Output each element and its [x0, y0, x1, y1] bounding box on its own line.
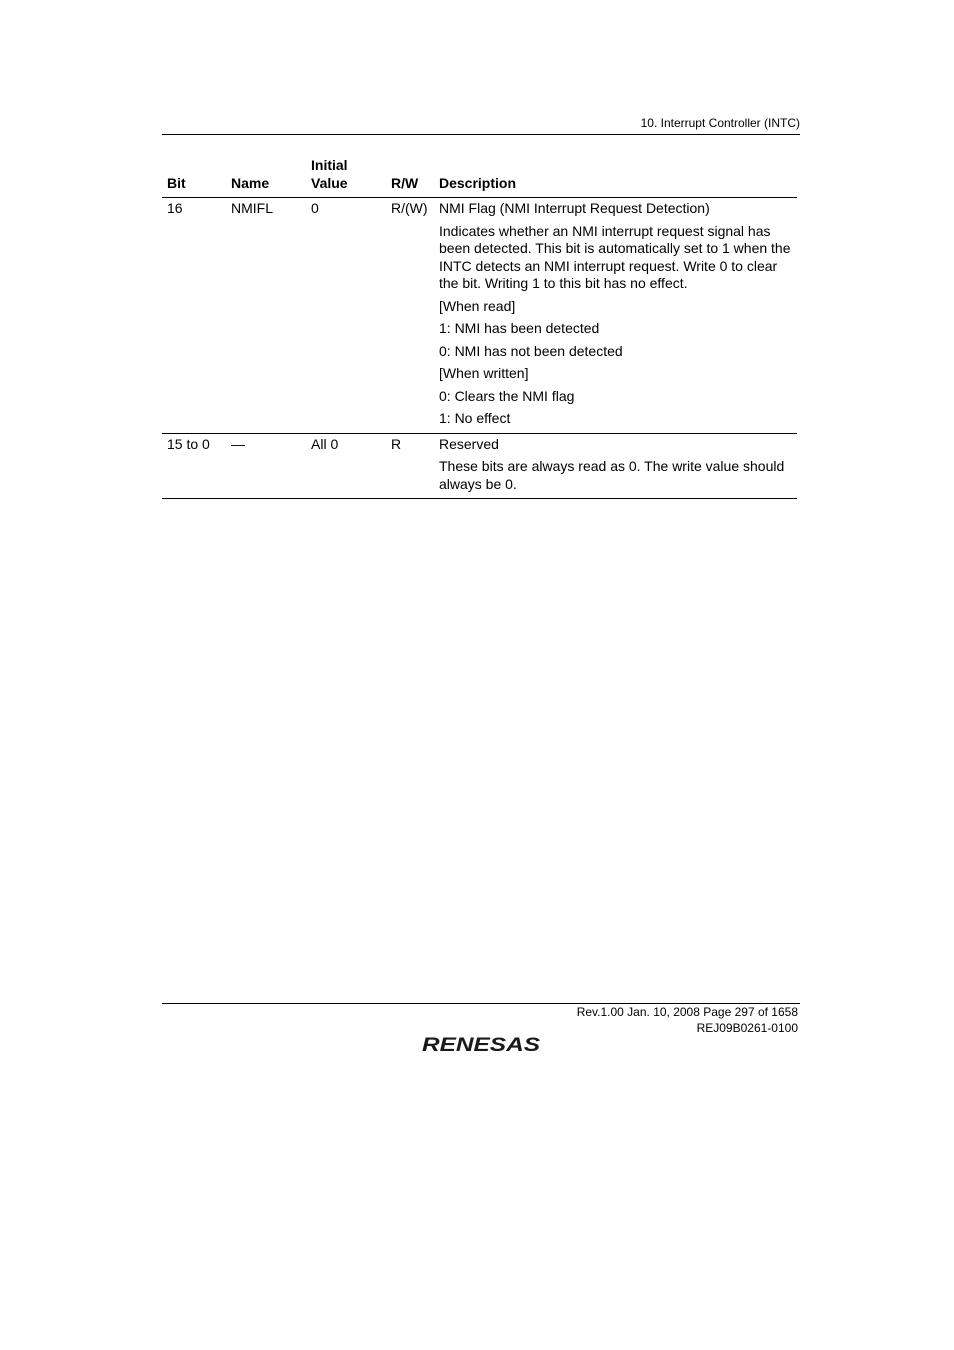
description-line: [When read] — [439, 297, 516, 314]
cell-initial-value: 0 — [306, 198, 386, 434]
revision-info: Rev.1.00 Jan. 10, 2008 Page 297 of 1658 — [576, 1005, 798, 1019]
column-header-rw: R/W — [386, 157, 434, 198]
footer-rule — [162, 1003, 800, 1004]
header-rule — [162, 134, 800, 135]
register-bit-table — [162, 157, 797, 499]
cell-rw: R — [386, 433, 434, 499]
table-header-row — [162, 157, 797, 198]
description-line: 1: No effect — [439, 410, 511, 426]
description-line: 0: Clears the NMI flag — [439, 387, 575, 404]
logo-text: RENESAS — [422, 1035, 541, 1055]
cell-bit: 16 — [162, 198, 226, 434]
table-row — [162, 198, 797, 434]
page-header — [162, 115, 800, 131]
renesas-logo — [420, 1033, 542, 1055]
cell-name: NMIFL — [226, 198, 306, 434]
description-line: NMI Flag (NMI Interrupt Request Detection) — [439, 200, 710, 216]
cell-description — [434, 198, 797, 434]
column-header-initial-line1: Initial — [311, 157, 348, 173]
description-line: Reserved — [439, 435, 499, 452]
cell-bit: 15 to 0 — [162, 433, 226, 499]
cell-description — [434, 433, 797, 499]
description-line: 0: NMI has not been detected — [439, 342, 623, 359]
section-title: 10. Interrupt Controller (INTC) — [640, 116, 800, 130]
column-header-initial-value — [306, 157, 386, 198]
table-row — [162, 433, 797, 499]
description-line: [When written] — [439, 365, 529, 381]
description-line: Indicates whether an NMI interrupt request signal has been detected. This bit is automatically set to 1 when the INTC detects an NMI interrupt request. Write 0 to clear the bit. Writing 1 to this bit has no effect. — [439, 222, 791, 291]
page-footer — [162, 1005, 798, 1036]
cell-name: — — [226, 433, 306, 499]
description-line: These bits are always read as 0. The write value should always be 0. — [439, 458, 785, 492]
description-line: 1: NMI has been detected — [439, 320, 600, 336]
cell-initial-value: All 0 — [306, 433, 386, 499]
document-number: REJ09B0261-0100 — [696, 1020, 798, 1035]
column-header-description: Description — [434, 157, 797, 198]
column-header-name: Name — [226, 157, 306, 198]
cell-rw: R/(W) — [386, 198, 434, 434]
column-header-initial-line2: Value — [311, 174, 348, 191]
column-header-bit: Bit — [162, 157, 226, 198]
